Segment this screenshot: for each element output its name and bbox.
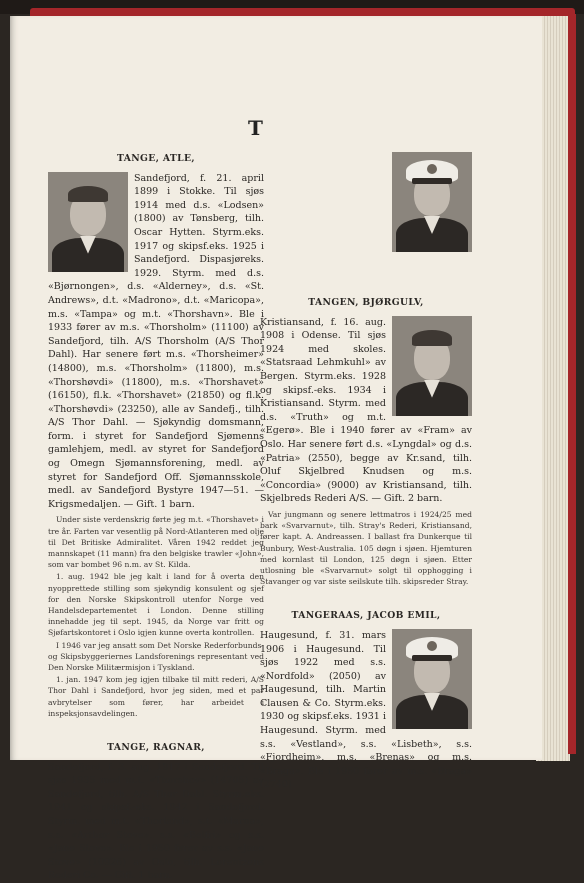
note-paragraph: I 1946 var jeg ansatt som Det Norske Rederforbunds- og Skipsbyggeriernes Landsforenings representant ved Den Norske Militærmisjon i Tyskland.: [48, 640, 264, 673]
book-cover-edge-right: [568, 14, 576, 754]
cap-badge-icon: [427, 641, 437, 651]
note-paragraph: 1. jan. 1947 kom jeg igjen tilbake til mitt rederi, A/S Thor Dahl i Sandefjord, hvor jeg siden, med et par avbrytelser som fører, har arbeidet i inspeksjonsavdelingen.: [48, 675, 264, 718]
note-paragraph: Var jungmann og senere lettmatros i 1924/25 med bark «Svarvarnut», tilh. Stray's Rederi, Kristiansand, fører kapt. A. Andreassen. I ballast fra Dunkerque til Bunbury, West-Australia. 105 døgn i sjøen. Hjemturen med kornlast til London, 125 døgn i sjøen. Etter utlosning ble «Svarvarnut» solgt til opphogging i Stavanger og var siste seilskute tilh. skipsreder Stray.: [260, 509, 472, 587]
book-page: [10, 16, 542, 882]
portrait-photo-tangen-bjorgulv: [392, 316, 472, 416]
portrait-photo-tangeraas-jacob-emil: [392, 629, 472, 729]
entry-name-tangen-bjorgulv: TANGEN, BJØRGULV,: [308, 297, 424, 308]
entry-name-tange-ragnar: TANGE, RAGNAR,: [107, 742, 205, 754]
portrait-cap-visor: [412, 178, 452, 184]
entry-notes-tange-atle: [48, 514, 264, 719]
entry-text-tangen-bjorgulv: Kristiansand, f. 16. aug. 1908 i Odense. Til sjøs 1924 med skoles. «Statsraad Lehmkuhl» av Bergen. Styrm.eks. 1928 og skipsf.-eks. 1934 i Kristiansand. Styrm. med d.s. «Truth» og m.t. «Egerø». Ble i 1940 fører av «Fram» av Oslo. Har senere ført d.s. «Lyngdal» og d.s. «Patria» (2550), begge av Kr.sand, tilh. Oluf Skjelbred Knudsen og m.s. «Concordia» (9000) av Kristiansand, tilh. Skjelbreds Rederi A/S. — Gift. 2 barn.: [260, 316, 472, 505]
cap-badge-icon: [427, 164, 437, 174]
note-paragraph: Under siste verdenskrig førte jeg m.t. «Thorshavet» i tre år. Farten var vesentlig på Nord-Atlanteren med olje til Det Britiske Admiralitet. Våren 1942 reddet jeg mannskapet (11 mann) fra den belgiske trawler «John», som var bombet 96 n.m. av St. Kilda.: [48, 515, 264, 570]
left-column: [48, 152, 264, 883]
section-letter: T: [248, 116, 263, 140]
portrait-hair: [412, 330, 452, 346]
entry-text-tange-atle: Sandefjord, f. 21. april 1899 i Stokke. Til sjøs 1914 med d.s. «Lodsen» (1800) av Tønsberg, tilh. Oscar Hytten. Styrm.eks. 1917 og skipsf.eks. 1925 i Sandefjord. Dispasjøreks. 1929. Styrm. med d.s. «Bjørnongen», d.s. «Alderney», d.s. «St. Andrews», d.t. «Madrono», d.t. «Maricopa», m.s. «Tampa» og m.t. «Thorshavn». Ble i 1933 fører av m.s. «Thorsholm» (11100) av Sandefjord, tilh. A/S Thorsholm (A/S Thor Dahl). Har senere ført m.s. «Thorsheimer» (14800), m.s. «Thorsholm» (11800), m.s. «Thorshøvdi» (11800), m.s. «Thorshavet» (16150), fl.k. «Thorshavet» (21850) og fl.k. «Thorshøvdi» (23250), alle av Sandefj., tilh. A/S Thor Dahl. — Sjøkyndig domsmann, form. i styret for Sandefjord Sjømenns gamlehjem, medl. av styret for Sandefjord og Omegn Sjømannsforening, medl. av styret for Sandefjord Off. Sjømannsskole, medl. av Sandefjord Bystyre 1947—51. — Krigsmedaljen. — Gift. 1 barn.: [48, 172, 264, 510]
right-column: [260, 152, 472, 792]
entry-text-tange-ragnar: Sandefjord, f. 3. aug. 1917 i Sandefjord. Til sjøs 1935 med m.t. «Thorshov» (14705) av Sandefjord, tilh. A/S Thor Dahl. Styrm.eks. 1941 og skipsf.-eks. 1942 i Sandefjord. Styrm. med m.t. «Thorland», s.t. «Marna», s.s. «Arthur Stove», s.s. «Belfri» og s.s. «Jane Stove». Ble i 1950 fører av s.s. «Jane Stove» (10926) av Oslo, tilh. Lorentzens Rederi Co. — Gift. 1 barn.: [48, 761, 264, 882]
entry-name-tangeraas-jacob-emil: TANGERAAS, JACOB EMIL,: [291, 610, 441, 622]
portrait-photo-tange-ragnar: [392, 152, 472, 252]
portrait-hair: [68, 186, 108, 202]
portrait-cap-visor: [412, 655, 452, 661]
entry-text-tangeraas-jacob-emil: Haugesund, f. 31. mars 1906 i Haugesund. Til sjøs 1922 med s.s. «Nordfold» (2050) av Haugesund, tilh. Martin Clausen & Co. Styrm.eks. 1930 og skipsf.eks. 1931 i Haugesund. Styrm. med s.s. «Vestland», s.s. «Lisbeth», s.s. «Fjordheim», m.s. «Brenas» og m.s. «Braga». Ble i 1950 fører av m.s. «Braga» (2740): [260, 629, 472, 791]
note-paragraph: 1. aug. 1942 ble jeg kalt i land for å overta den nyopprettede stilling som sjøkyndig konsulent og sjef for den Norske Skipskontroll utenfor Norge ved Handelsdepartementet i London. Denne stilling innehadde jeg til sept. 1945, da Norge var fritt og Sjøfartskontoret i Oslo igjen kunne overta kontrollen.: [48, 572, 264, 638]
entry-notes-tangen-bjorgulv: [260, 509, 472, 587]
entry-name-tange-atle: TANGE, ATLE,: [116, 153, 196, 164]
portrait-photo-tange-atle: [48, 172, 128, 272]
